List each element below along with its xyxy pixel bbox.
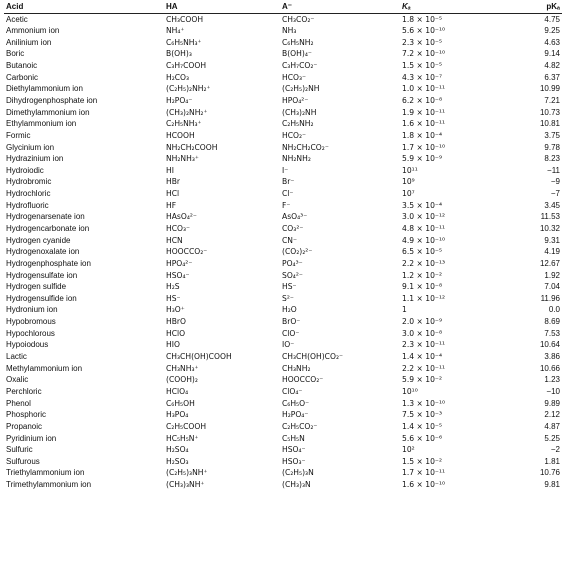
cell-ka: 1.0 × 10⁻¹¹ <box>402 84 446 94</box>
cell-acid: Hydrogenphosphate ion <box>6 258 91 268</box>
table-row <box>4 37 562 49</box>
cell-pka: 9.81 <box>544 480 560 490</box>
cell-ha: HCOOH <box>166 130 195 140</box>
cell-acid: Boric <box>6 49 25 59</box>
cell-ha: HCl <box>166 189 180 199</box>
cell-conjugate-base: HOOCCO₂⁻ <box>282 375 324 385</box>
cell-conjugate-base: IO⁻ <box>282 340 295 350</box>
cell-conjugate-base: HSO₃⁻ <box>282 456 306 466</box>
table-row <box>4 363 562 375</box>
table-row <box>4 72 562 84</box>
table-row <box>4 25 562 37</box>
table-row <box>4 118 562 130</box>
cell-ha: HOOCCO₂⁻ <box>166 247 208 257</box>
cell-conjugate-base: C₃H₇CO₂⁻ <box>282 61 318 71</box>
cell-acid: Pyridinium ion <box>6 433 57 443</box>
cell-ka: 10¹⁰ <box>402 386 418 396</box>
cell-ka: 2.3 × 10⁻¹¹ <box>402 340 446 350</box>
cell-ka: 5.9 × 10⁻² <box>402 375 442 385</box>
header-conjugate-base: A⁻ <box>280 0 400 13</box>
header-ka: Kₐ <box>400 0 512 13</box>
cell-pka: 10.99 <box>539 84 560 94</box>
cell-pka: 10.64 <box>539 340 560 350</box>
cell-ha: HCO₃⁻ <box>166 224 191 233</box>
cell-conjugate-base: HCO₃⁻ <box>282 72 307 82</box>
table-row <box>4 107 562 119</box>
cell-acid: Ammonium ion <box>6 26 60 36</box>
cell-ka: 5.6 × 10⁻¹⁰ <box>402 26 446 36</box>
cell-ha: NH₂NH₃⁺ <box>166 154 199 164</box>
cell-pka: 10.76 <box>539 468 560 478</box>
cell-acid: Hydrogenarsenate ion <box>6 212 85 222</box>
cell-ka: 2.2 × 10⁻¹¹ <box>402 363 446 373</box>
cell-acid: Hydrogencarbonate ion <box>6 224 90 233</box>
cell-conjugate-base: NH₂CH₂CO₂⁻ <box>282 142 329 152</box>
cell-acid: Carbonic <box>6 72 39 82</box>
cell-conjugate-base: CH₃CO₂⁻ <box>282 14 315 24</box>
cell-acid: Glycinium ion <box>6 142 55 152</box>
table-header <box>4 0 562 13</box>
table-row <box>4 130 562 142</box>
cell-pka: 11.53 <box>540 212 560 222</box>
cell-ha: HIO <box>166 340 180 350</box>
cell-acid: Hydrogen sulfide <box>6 282 67 292</box>
table-row <box>4 328 562 340</box>
cell-ka: 1.6 × 10⁻¹⁰ <box>402 480 446 490</box>
cell-pka: 11.96 <box>540 293 560 303</box>
cell-ha: (C₂H₅)₂NH₂⁺ <box>166 84 211 94</box>
cell-acid: Hydrobromic <box>6 177 52 187</box>
cell-conjugate-base: HCO₂⁻ <box>282 130 307 140</box>
table-row <box>4 48 562 60</box>
cell-ka: 1.3 × 10⁻¹⁰ <box>402 398 446 408</box>
cell-ha: HBr <box>166 177 181 187</box>
cell-ka: 2.3 × 10⁻⁵ <box>402 37 442 47</box>
cell-ha: HBrO <box>166 317 187 327</box>
cell-conjugate-base: C₆H₅O⁻ <box>282 398 310 408</box>
cell-pka: 1.23 <box>544 375 560 385</box>
cell-pka: 3.86 <box>544 352 560 362</box>
cell-ka: 2.2 × 10⁻¹³ <box>402 258 446 268</box>
cell-acid: Ethylammonium ion <box>6 119 77 129</box>
cell-ka: 1.8 × 10⁻⁵ <box>402 14 442 24</box>
cell-ha: (CH₃)₃NH⁺ <box>166 480 205 490</box>
cell-pka: 8.23 <box>544 154 560 164</box>
cell-acid: Hydrochloric <box>6 189 51 199</box>
cell-conjugate-base: CH₃CH(OH)CO₂⁻ <box>282 352 344 362</box>
cell-pka: 9.14 <box>544 49 560 59</box>
cell-ka: 3.0 × 10⁻¹² <box>402 212 446 222</box>
cell-acid: Hydrofluoric <box>6 200 49 210</box>
cell-conjugate-base: B(OH)₄⁻ <box>282 49 312 59</box>
cell-ka: 10⁹ <box>402 177 415 187</box>
cell-acid: Sulfuric <box>6 445 33 455</box>
table-row <box>4 433 562 445</box>
cell-pka: 7.53 <box>544 328 560 338</box>
cell-pka: 1.81 <box>544 456 560 466</box>
cell-acid: Hypobromous <box>6 317 56 327</box>
cell-pka: 10.81 <box>539 119 560 129</box>
cell-acid: Hydrogensulfate ion <box>6 270 78 280</box>
cell-ha: C₃H₇COOH <box>166 61 207 71</box>
table-row <box>4 211 562 223</box>
cell-ka: 1.4 × 10⁻⁴ <box>402 352 442 362</box>
cell-conjugate-base: AsO₄³⁻ <box>282 212 308 222</box>
cell-conjugate-base: Cl⁻ <box>282 189 294 199</box>
cell-pka: 7.04 <box>544 282 560 292</box>
table-row <box>4 467 562 479</box>
cell-ka: 9.1 × 10⁻⁸ <box>402 282 442 292</box>
table-row <box>4 142 562 154</box>
cell-ka: 4.9 × 10⁻¹⁰ <box>402 235 446 245</box>
cell-acid: Acetic <box>6 14 28 24</box>
cell-ha: HCN <box>166 235 183 245</box>
cell-conjugate-base: CO₃²⁻ <box>282 224 304 233</box>
cell-acid: Diethylammonium ion <box>6 84 83 94</box>
cell-pka: 3.75 <box>544 130 560 140</box>
cell-conjugate-base: (CH₃)₂NH <box>282 107 317 117</box>
cell-conjugate-base: Br⁻ <box>282 177 295 187</box>
cell-ka: 1.8 × 10⁻⁴ <box>402 130 442 140</box>
cell-acid: Anilinium ion <box>6 37 52 47</box>
cell-ka: 1.5 × 10⁻² <box>402 456 442 466</box>
cell-ha: C₂H₅COOH <box>166 421 207 431</box>
acid-constants-table <box>4 0 562 491</box>
cell-conjugate-base: NH₂NH₂ <box>282 154 311 164</box>
cell-ha: HPO₄²⁻ <box>166 258 193 268</box>
cell-conjugate-base: HS⁻ <box>282 282 297 292</box>
cell-conjugate-base: NH₃ <box>282 26 297 36</box>
cell-acid: Perchloric <box>6 386 42 396</box>
cell-acid: Dimethylammonium ion <box>6 107 90 117</box>
cell-acid: Hypoiodous <box>6 340 49 350</box>
cell-ha: HS⁻ <box>166 293 181 303</box>
cell-pka: 4.75 <box>544 14 560 24</box>
table-row <box>4 176 562 188</box>
cell-ka: 3.5 × 10⁻⁴ <box>402 200 442 210</box>
table-row <box>4 316 562 328</box>
cell-pka: 1.92 <box>544 270 560 280</box>
table-row <box>4 339 562 351</box>
cell-pka: 4.19 <box>544 247 560 257</box>
header-pka: pKₐ <box>512 0 562 13</box>
cell-conjugate-base: HPO₄²⁻ <box>282 95 309 105</box>
cell-conjugate-base: I⁻ <box>282 165 289 175</box>
cell-pka: 9.89 <box>544 398 560 408</box>
cell-pka: 5.25 <box>544 433 560 443</box>
cell-ha: H₃PO₄ <box>166 410 189 420</box>
cell-conjugate-base: H₂PO₄⁻ <box>282 410 309 420</box>
cell-acid: Lactic <box>6 352 27 362</box>
cell-ka: 1.7 × 10⁻¹⁰ <box>402 142 446 152</box>
cell-pka: 12.67 <box>539 258 560 268</box>
cell-ha: NH₄⁺ <box>166 26 185 36</box>
cell-ha: HAsO₄²⁻ <box>166 212 197 222</box>
cell-ka: 7.2 × 10⁻¹⁰ <box>402 49 446 59</box>
cell-conjugate-base: (CO₂)₂²⁻ <box>282 247 313 257</box>
cell-acid: Triethylammonium ion <box>6 468 85 478</box>
table-row <box>4 479 562 491</box>
cell-ha: C₆H₅OH <box>166 398 195 408</box>
cell-acid: Hydronium ion <box>6 305 58 315</box>
header-row <box>4 0 562 13</box>
cell-ka: 5.6 × 10⁻⁶ <box>402 433 442 443</box>
cell-acid: Hydroiodic <box>6 165 44 175</box>
cell-ka: 3.0 × 10⁻⁸ <box>402 328 442 338</box>
cell-ha: H₂SO₃ <box>166 456 189 466</box>
cell-pka: −9 <box>550 177 560 187</box>
cell-acid: Hydrogenoxalate ion <box>6 247 80 257</box>
table-row <box>4 200 562 212</box>
header-acid: Acid <box>4 0 164 13</box>
table-row <box>4 444 562 456</box>
cell-pka: 10.73 <box>539 107 560 117</box>
cell-acid: Trimethylammonium ion <box>6 480 92 490</box>
table-row <box>4 456 562 468</box>
cell-conjugate-base: C₂H₅CO₂⁻ <box>282 421 318 431</box>
table-row <box>4 281 562 293</box>
cell-acid: Formic <box>6 130 31 140</box>
cell-ka: 5.9 × 10⁻⁹ <box>402 154 442 164</box>
cell-ha: H₂CO₃ <box>166 72 190 82</box>
cell-ka: 10² <box>402 445 415 455</box>
cell-ha: (CH₃)₂NH₂⁺ <box>166 107 208 117</box>
cell-acid: Phenol <box>6 398 31 408</box>
cell-ha: CH₃COOH <box>166 14 204 24</box>
cell-ka: 1.4 × 10⁻⁵ <box>402 421 442 431</box>
cell-ka: 1.6 × 10⁻¹¹ <box>402 119 446 129</box>
cell-pka: 8.69 <box>544 317 560 327</box>
table-row <box>4 165 562 177</box>
cell-ha: H₂PO₄⁻ <box>166 95 193 105</box>
cell-pka: 7.21 <box>544 95 560 105</box>
table-row <box>4 421 562 433</box>
cell-acid: Propanoic <box>6 421 43 431</box>
cell-acid: Methylammonium ion <box>6 363 83 373</box>
cell-acid: Phosphoric <box>6 410 47 420</box>
cell-conjugate-base: C₆H₅NH₂ <box>282 37 314 47</box>
cell-ha: HF <box>166 200 177 210</box>
cell-ka: 1.2 × 10⁻² <box>402 270 442 280</box>
cell-pka: 6.37 <box>544 72 560 82</box>
cell-ha: (COOH)₂ <box>166 375 198 385</box>
table-row <box>4 374 562 386</box>
table-row <box>4 398 562 410</box>
cell-ka: 4.8 × 10⁻¹¹ <box>402 224 446 233</box>
cell-conjugate-base: CN⁻ <box>282 235 297 245</box>
cell-conjugate-base: C₅H₅N <box>282 433 305 443</box>
cell-ka: 10¹¹ <box>402 165 418 175</box>
table-row <box>4 351 562 363</box>
cell-pka: −2 <box>550 445 560 455</box>
cell-acid: Dihydrogenphosphate ion <box>6 95 98 105</box>
cell-ha: CH₃CH(OH)COOH <box>166 352 232 362</box>
cell-ka: 10⁷ <box>402 189 415 199</box>
cell-ha: H₂S <box>166 282 180 292</box>
table-row <box>4 235 562 247</box>
cell-pka: −11 <box>547 165 560 175</box>
table-row <box>4 246 562 258</box>
cell-acid: Hydrogen cyanide <box>6 235 71 245</box>
cell-conjugate-base: CH₃NH₂ <box>282 363 311 373</box>
cell-conjugate-base: SO₄²⁻ <box>282 270 303 280</box>
cell-pka: 0.0 <box>548 305 560 315</box>
cell-ha: NH₂CH₂COOH <box>166 142 218 152</box>
cell-ka: 6.5 × 10⁻⁵ <box>402 247 442 257</box>
table-row <box>4 409 562 421</box>
table-row <box>4 293 562 305</box>
cell-conjugate-base: ClO₄⁻ <box>282 386 303 396</box>
cell-pka: 4.87 <box>544 421 560 431</box>
cell-ka: 1.7 × 10⁻¹¹ <box>402 468 446 478</box>
cell-acid: Hydrazinium ion <box>6 154 64 164</box>
cell-conjugate-base: F⁻ <box>282 200 291 210</box>
cell-ha: HClO₄ <box>166 386 189 396</box>
cell-conjugate-base: H₂O <box>282 305 297 315</box>
table-row <box>4 188 562 200</box>
cell-acid: Sulfurous <box>6 456 40 466</box>
cell-ka: 2.0 × 10⁻⁹ <box>402 317 442 327</box>
cell-ka: 1.5 × 10⁻⁵ <box>402 61 442 71</box>
cell-conjugate-base: S²⁻ <box>282 293 294 303</box>
cell-conjugate-base: PO₄³⁻ <box>282 258 303 268</box>
cell-pka: 4.82 <box>544 61 560 71</box>
cell-pka: −10 <box>546 386 560 396</box>
cell-ha: C₂H₅NH₃⁺ <box>166 119 202 129</box>
cell-pka: 2.12 <box>544 410 560 420</box>
cell-ha: HClO <box>166 328 186 338</box>
cell-ha: HSO₄⁻ <box>166 270 190 280</box>
cell-conjugate-base: (CH₃)₃N <box>282 480 311 490</box>
cell-ha: HC₅H₅N⁺ <box>166 433 199 443</box>
table-row <box>4 13 562 25</box>
table-row <box>4 258 562 270</box>
table-row <box>4 60 562 72</box>
cell-conjugate-base: C₂H₅NH₂ <box>282 119 314 129</box>
cell-conjugate-base: HSO₄⁻ <box>282 445 306 455</box>
cell-pka: 9.78 <box>544 142 560 152</box>
cell-ha: B(OH)₃ <box>166 49 192 59</box>
cell-pka: 9.31 <box>544 235 560 245</box>
table-row <box>4 304 562 316</box>
cell-acid: Butanoic <box>6 61 38 71</box>
cell-ka: 6.2 × 10⁻⁸ <box>402 95 442 105</box>
cell-acid: Oxalic <box>6 375 29 385</box>
cell-ka: 7.5 × 10⁻³ <box>402 410 442 420</box>
table-row <box>4 83 562 95</box>
table-row <box>4 386 562 398</box>
cell-conjugate-base: (C₂H₅)₂NH <box>282 84 320 94</box>
cell-pka: 9.25 <box>544 26 560 36</box>
cell-ha: (C₂H₅)₃NH⁺ <box>166 468 208 478</box>
cell-pka: 3.45 <box>544 200 560 210</box>
cell-ka: 4.3 × 10⁻⁷ <box>402 72 442 82</box>
cell-pka: 10.66 <box>539 363 560 373</box>
cell-conjugate-base: (C₂H₅)₃N <box>282 468 314 478</box>
cell-ka: 1 <box>402 305 407 315</box>
cell-ha: H₃O⁺ <box>166 305 185 315</box>
cell-acid: Hydrogensulfide ion <box>6 293 77 303</box>
header-ha: HA <box>164 0 280 13</box>
table-row <box>4 223 562 235</box>
cell-pka: 10.32 <box>539 224 560 233</box>
cell-ka: 1.9 × 10⁻¹¹ <box>402 107 446 117</box>
cell-ha: CH₃NH₃⁺ <box>166 363 199 373</box>
cell-conjugate-base: ClO⁻ <box>282 328 300 338</box>
cell-acid: Hypochlorous <box>6 328 55 338</box>
cell-ha: H₂SO₄ <box>166 445 189 455</box>
cell-pka: −7 <box>550 189 560 199</box>
cell-conjugate-base: BrO⁻ <box>282 317 301 327</box>
table-body <box>4 13 562 491</box>
cell-ka: 1.1 × 10⁻¹² <box>402 293 446 303</box>
table-row <box>4 153 562 165</box>
cell-ha: HI <box>166 165 174 175</box>
cell-ha: C₆H₅NH₃⁺ <box>166 37 202 47</box>
cell-pka: 4.63 <box>544 37 560 47</box>
table-row <box>4 95 562 107</box>
table-row <box>4 270 562 282</box>
